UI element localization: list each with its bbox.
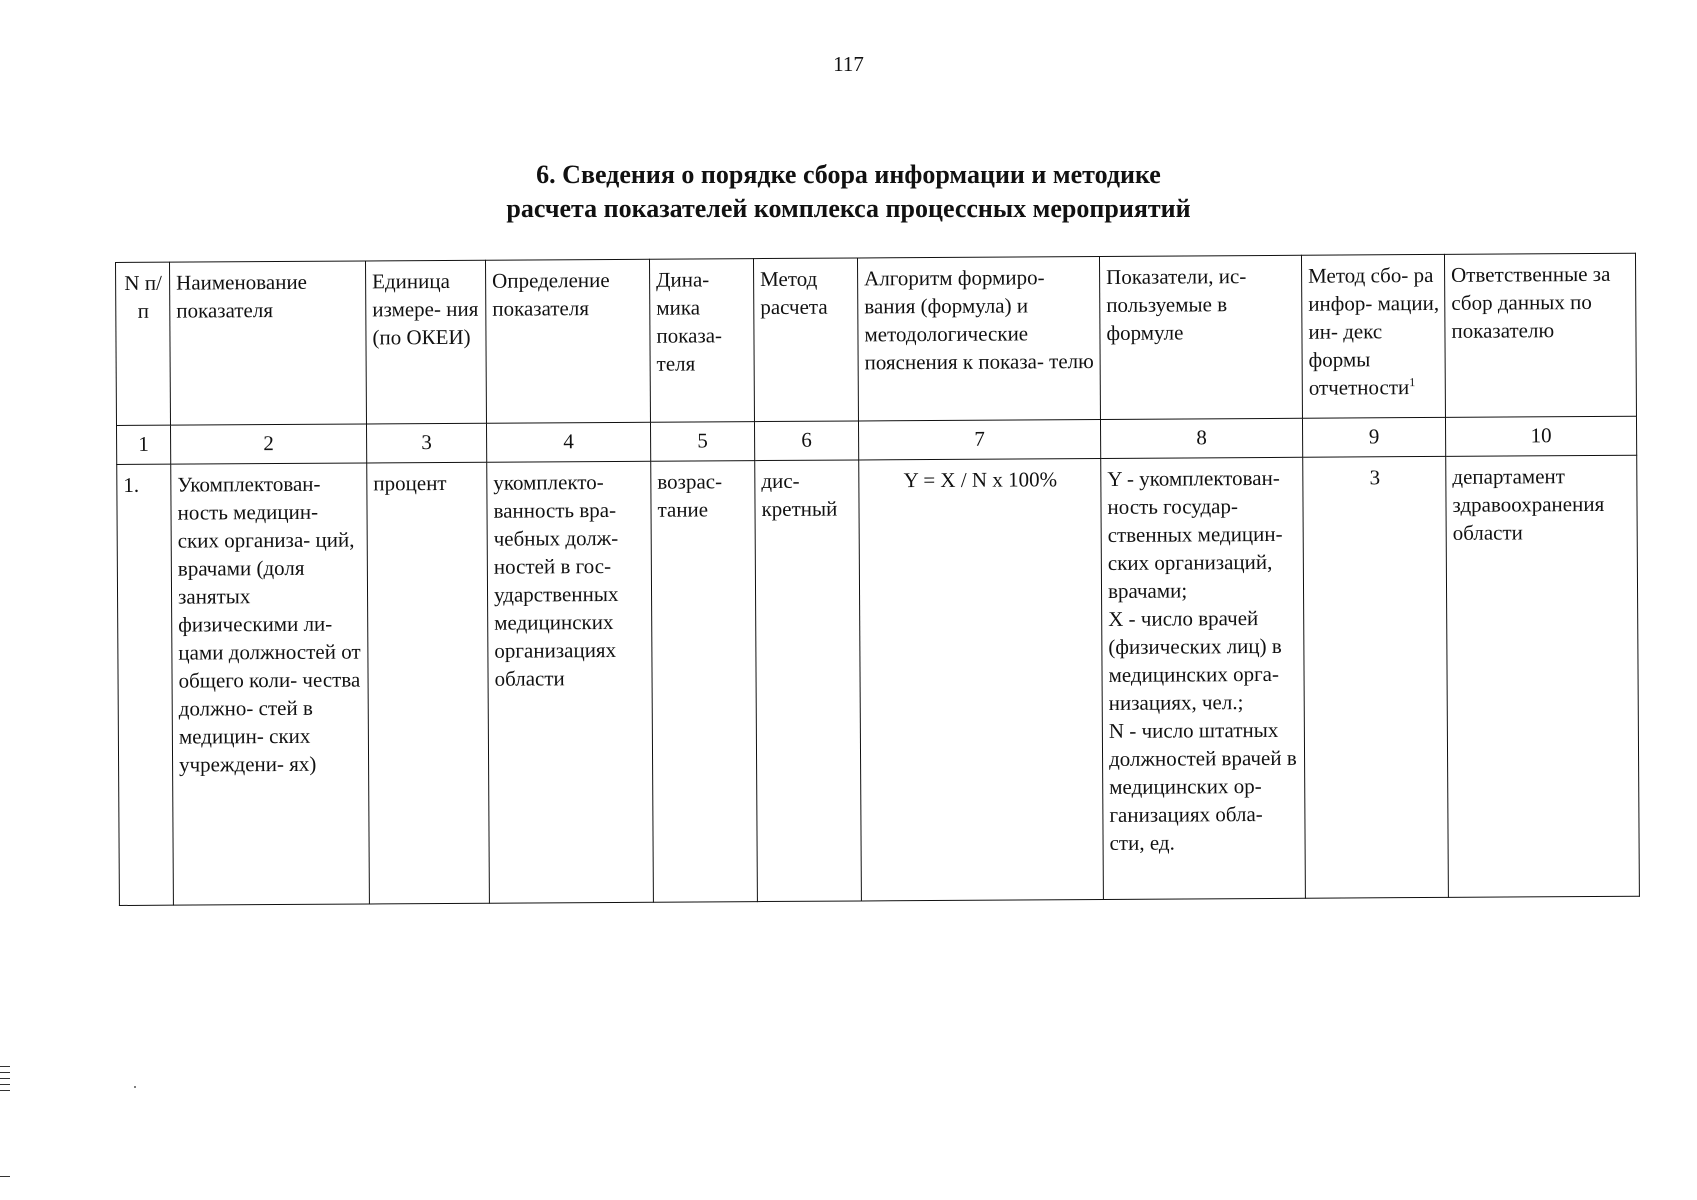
column-number: 2 [170, 424, 366, 464]
footnote-mark: 1 [1409, 375, 1416, 390]
scan-margin-mark [0, 1078, 10, 1079]
indicators-used [1101, 457, 1306, 899]
section-title-line-1: 6. Сведения о порядке сбора информации и методике [536, 160, 1161, 189]
scan-margin-mark [0, 1072, 10, 1073]
scan-speck [134, 1086, 136, 1088]
column-number: 4 [486, 422, 650, 462]
header-collection-method-text: Метод сбо- ра инфор- мации, ин- декс формы отчетности [1308, 262, 1440, 400]
header-cell-algorithm: Алгоритм формиро- вания (формула) и методологические пояснения к показа- телю [857, 256, 1100, 420]
indicator-unit: процент [367, 462, 490, 904]
indicator-used-item: Y - укомплектован- ность государ- ственных медицин- ских организаций, врачами; [1107, 465, 1283, 603]
scan-margin-mark [0, 1066, 10, 1067]
header-cell-number: N п/п [116, 262, 171, 425]
column-number: 7 [858, 419, 1100, 459]
indicator-definition: укомплекто- ванность вра- чебных долж- ностей в гос- ударственных медицинских организациях области [487, 461, 654, 903]
table-row [117, 455, 1640, 905]
header-cell-dynamics: Дина- мика показа- теля [649, 259, 754, 423]
column-number: 3 [366, 423, 486, 463]
table-header-row [116, 253, 1637, 425]
responsible-party: департамент здравоохранения области [1446, 455, 1640, 897]
header-cell-definition: Определение показателя [485, 259, 650, 423]
scan-margin-mark [0, 1176, 10, 1177]
column-number: 9 [1302, 417, 1445, 457]
header-cell-responsible: Ответственные за сбор данных по показателю [1444, 253, 1636, 417]
column-number: 10 [1445, 416, 1636, 456]
indicator-name: Укомплектован- ность медицин- ских организа- ций, врачами (доля занятых физическими ли- цами должностей от общего коли- чества должно- стей в медицин- ских учреждени- ях) [171, 463, 370, 905]
section-title-line-2: расчета показателей комплекса процессных мероприятий [506, 194, 1191, 223]
indicators-table [115, 253, 1640, 906]
page-number: 117 [833, 52, 864, 76]
header-cell-name: Наименование показателя [170, 261, 367, 425]
column-number: 6 [754, 421, 858, 461]
header-cell-unit: Единица измере- ния (по ОКЕИ) [365, 260, 486, 424]
row-number: 1. [117, 464, 174, 905]
section-title [0, 158, 1697, 226]
calculation-method: дис- кретный [755, 460, 862, 902]
scan-margin-mark [0, 1084, 10, 1085]
column-number: 5 [650, 422, 754, 462]
header-cell-collection-method [1301, 254, 1445, 418]
indicator-used-item: X - число врачей (физических лиц) в медицинских орга- низациях, чел.; [1108, 606, 1282, 715]
column-number: 1 [116, 425, 170, 464]
header-cell-method: Метод расчета [753, 258, 858, 422]
formula: Y = X / N x 100% [859, 458, 1104, 900]
indicator-dynamics: возрас- тание [651, 461, 758, 903]
indicator-used-item: N - число штатных должностей врачей в медицинских ор- ганизациях обла- сти, ед. [1108, 717, 1297, 855]
collection-method: 3 [1303, 456, 1449, 898]
column-number: 8 [1100, 418, 1302, 458]
scan-margin-mark [0, 1090, 10, 1091]
header-cell-indicators-used: Показатели, ис- пользуемые в формуле [1099, 255, 1302, 419]
